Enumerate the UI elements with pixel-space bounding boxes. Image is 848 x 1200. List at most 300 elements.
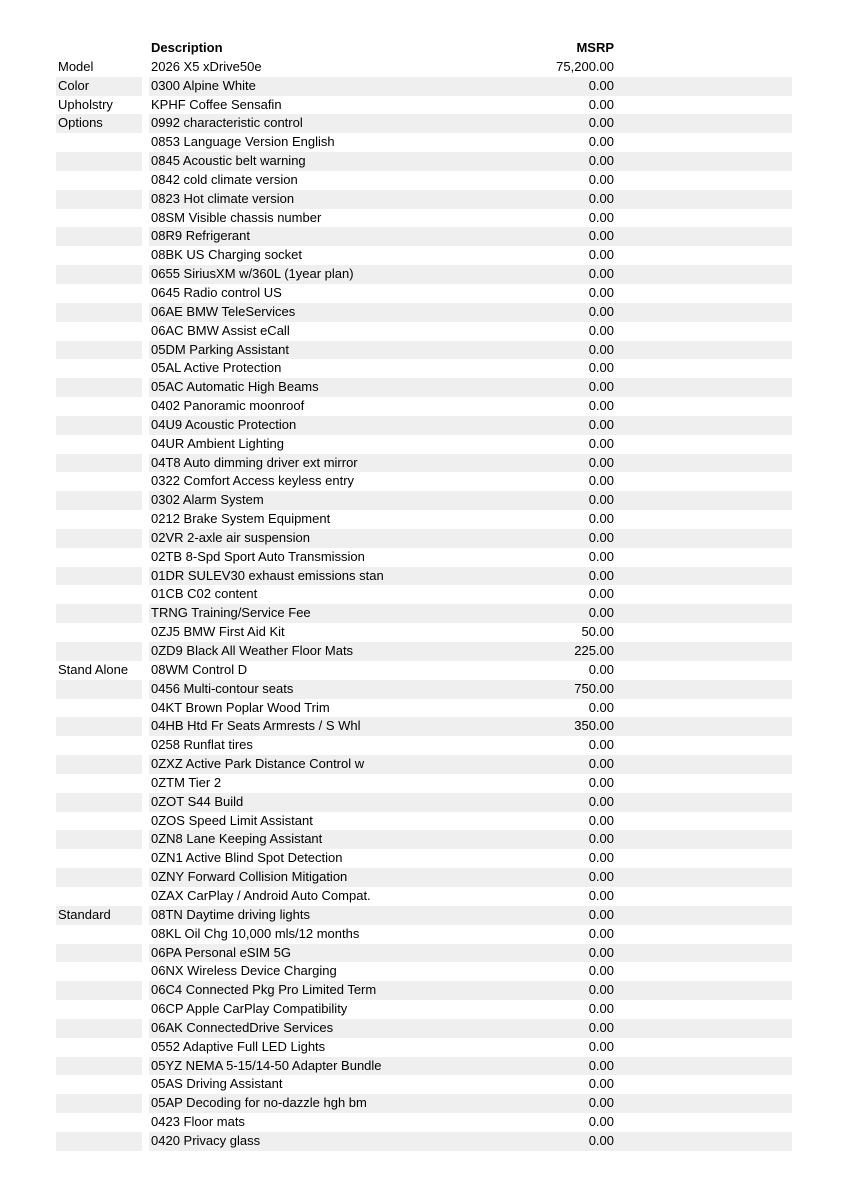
- row-category: [56, 944, 142, 963]
- row-main-cell: [149, 1019, 792, 1038]
- row-category: [56, 246, 142, 265]
- row-msrp: 0.00: [588, 398, 614, 414]
- table-row: [56, 246, 848, 265]
- row-trailing-space: [614, 604, 792, 623]
- row-trailing-space: [614, 548, 792, 567]
- table-row: [56, 1057, 848, 1076]
- row-category: [56, 736, 142, 755]
- row-trailing-space: [614, 435, 792, 454]
- row-main-cell: [149, 699, 792, 718]
- row-category: [56, 868, 142, 887]
- table-row: [56, 510, 848, 529]
- row-category: Model: [58, 58, 94, 74]
- column-gap: [142, 623, 149, 642]
- row-main-cell: [149, 303, 792, 322]
- row-main-cell: [149, 397, 792, 416]
- column-gap: [142, 1057, 149, 1076]
- row-category: [56, 699, 142, 718]
- row-msrp: 0.00: [588, 1114, 614, 1130]
- row-description: 08KL Oil Chg 10,000 mls/12 months: [151, 925, 360, 941]
- table-row: [56, 774, 848, 793]
- row-trailing-space: [614, 341, 792, 360]
- row-msrp: 0.00: [588, 209, 614, 225]
- row-category: [56, 1038, 142, 1057]
- row-trailing-space: [614, 284, 792, 303]
- row-msrp: 0.00: [588, 190, 614, 206]
- column-gap: [142, 114, 149, 133]
- table-row: [56, 77, 848, 96]
- row-description: 01CB C02 content: [151, 586, 258, 602]
- row-trailing-space: [614, 868, 792, 887]
- row-category: [56, 925, 142, 944]
- row-trailing-space: [614, 209, 792, 228]
- row-main-cell: [149, 849, 792, 868]
- row-category: [56, 1057, 142, 1076]
- table-row: [56, 322, 848, 341]
- column-gap: [142, 58, 149, 77]
- row-msrp: 225.00: [574, 643, 614, 658]
- row-msrp: 0.00: [588, 153, 614, 169]
- column-gap: [142, 906, 149, 925]
- table-row: [56, 548, 848, 567]
- row-description: 0842 cold climate version: [151, 171, 298, 187]
- table-row: [56, 416, 848, 435]
- row-description: 06AK ConnectedDrive Services: [151, 1019, 334, 1035]
- row-trailing-space: [614, 190, 792, 209]
- column-gap: [142, 548, 149, 567]
- row-trailing-space: [614, 661, 792, 680]
- table-row: [56, 491, 848, 510]
- row-trailing-space: [614, 567, 792, 586]
- row-msrp: 750.00: [574, 680, 614, 696]
- table-row: [56, 736, 848, 755]
- row-main-cell: [149, 1038, 792, 1057]
- row-description: 0853 Language Version English: [151, 134, 335, 150]
- row-main-cell: [149, 171, 792, 190]
- row-trailing-space: [614, 265, 792, 284]
- row-trailing-space: [614, 133, 792, 152]
- row-main-cell: [149, 1000, 792, 1019]
- column-gap: [142, 868, 149, 887]
- row-description: 0423 Floor mats: [151, 1114, 245, 1130]
- row-main-cell: [149, 114, 792, 133]
- row-category: [56, 435, 142, 454]
- row-category: [56, 680, 142, 699]
- row-main-cell: [149, 190, 792, 209]
- row-trailing-space: [614, 812, 792, 831]
- table-row: [56, 152, 848, 171]
- row-msrp: 0.00: [588, 1019, 614, 1035]
- row-trailing-space: [614, 96, 792, 115]
- column-gap: [142, 416, 149, 435]
- row-msrp: 0.00: [588, 661, 614, 677]
- row-msrp: 0.00: [588, 416, 614, 432]
- row-trailing-space: [614, 1038, 792, 1057]
- row-trailing-space: [614, 529, 792, 548]
- row-msrp: 0.00: [588, 869, 614, 885]
- row-trailing-space: [614, 378, 792, 397]
- row-msrp: 0.00: [588, 115, 614, 131]
- column-gap: [142, 1132, 149, 1151]
- row-msrp: 0.00: [588, 887, 614, 903]
- row-category: [56, 491, 142, 510]
- row-category: [56, 133, 142, 152]
- table-row: [56, 585, 848, 604]
- column-gap: [142, 472, 149, 491]
- row-main-cell: [149, 152, 792, 171]
- table-row: [56, 1038, 848, 1057]
- row-category: [56, 454, 142, 473]
- column-gap: [142, 887, 149, 906]
- column-gap: [142, 359, 149, 378]
- row-msrp: 0.00: [588, 96, 614, 112]
- row-trailing-space: [614, 642, 792, 661]
- row-description: TRNG Training/Service Fee: [151, 605, 311, 621]
- row-main-cell: [149, 925, 792, 944]
- row-description: 0402 Panoramic moonroof: [151, 398, 305, 414]
- column-gap: [142, 284, 149, 303]
- column-gap: [142, 830, 149, 849]
- column-gap: [142, 1000, 149, 1019]
- row-msrp: 0.00: [588, 1132, 614, 1148]
- row-msrp: 0.00: [588, 341, 614, 357]
- row-main-cell: [149, 962, 792, 981]
- row-category: [56, 322, 142, 341]
- row-msrp: 0.00: [588, 303, 614, 319]
- row-description: 2026 X5 xDrive50e: [151, 58, 262, 74]
- table-row: [56, 209, 848, 228]
- table-row: [56, 472, 848, 491]
- row-main-cell: [149, 906, 792, 925]
- row-category: [56, 793, 142, 812]
- row-main-cell: [149, 604, 792, 623]
- table-row: [56, 435, 848, 454]
- row-msrp: 0.00: [588, 1038, 614, 1054]
- row-description: 0ZOT S44 Build: [151, 793, 244, 809]
- row-trailing-space: [614, 77, 792, 96]
- column-gap: [142, 585, 149, 604]
- row-trailing-space: [614, 510, 792, 529]
- row-description: 06AE BMW TeleServices: [151, 303, 296, 319]
- row-description: 02VR 2-axle air suspension: [151, 529, 310, 545]
- row-main-cell: [149, 548, 792, 567]
- row-description: KPHF Coffee Sensafin: [151, 96, 282, 112]
- row-main-cell: [149, 868, 792, 887]
- row-description: 0212 Brake System Equipment: [151, 511, 331, 527]
- row-category: [56, 529, 142, 548]
- row-msrp: 0.00: [588, 963, 614, 979]
- table-row: [56, 944, 848, 963]
- row-description: 0300 Alpine White: [151, 77, 256, 93]
- table-body: [56, 58, 848, 1151]
- row-trailing-space: [614, 906, 792, 925]
- row-category: [56, 1094, 142, 1113]
- row-trailing-space: [614, 755, 792, 774]
- row-msrp: 0.00: [588, 812, 614, 828]
- row-main-cell: [149, 491, 792, 510]
- row-main-cell: [149, 1113, 792, 1132]
- row-msrp: 0.00: [588, 567, 614, 583]
- row-trailing-space: [614, 944, 792, 963]
- row-description: 0655 SiriusXM w/360L (1year plan): [151, 266, 354, 282]
- row-main-cell: [149, 567, 792, 586]
- row-msrp: 0.00: [588, 360, 614, 376]
- row-category: Stand Alone: [58, 661, 129, 677]
- row-trailing-space: [614, 830, 792, 849]
- row-description: 0420 Privacy glass: [151, 1132, 261, 1148]
- row-description: 0ZNY Forward Collision Mitigation: [151, 869, 348, 885]
- row-trailing-space: [614, 1094, 792, 1113]
- row-msrp: 0.00: [588, 284, 614, 300]
- row-main-cell: [149, 1094, 792, 1113]
- table-row: [56, 171, 848, 190]
- row-category: [56, 341, 142, 360]
- row-main-cell: [149, 416, 792, 435]
- row-category: [56, 887, 142, 906]
- table-row: [56, 58, 848, 77]
- row-msrp: 0.00: [588, 1095, 614, 1111]
- table-row: [56, 1075, 848, 1094]
- row-category: [56, 548, 142, 567]
- row-description: 05AP Decoding for no-dazzle hgh bm: [151, 1095, 367, 1111]
- row-description: 0ZN8 Lane Keeping Assistant: [151, 831, 323, 847]
- row-main-cell: [149, 284, 792, 303]
- row-category: [56, 416, 142, 435]
- table-row: [56, 887, 848, 906]
- row-main-cell: [149, 1075, 792, 1094]
- table-row: [56, 849, 848, 868]
- row-main-cell: [149, 774, 792, 793]
- row-category: [56, 962, 142, 981]
- row-msrp: 0.00: [588, 756, 614, 772]
- row-description: 02TB 8-Spd Sport Auto Transmission: [151, 548, 365, 564]
- column-gap: [142, 755, 149, 774]
- row-main-cell: [149, 661, 792, 680]
- column-gap: [142, 303, 149, 322]
- column-gap: [142, 397, 149, 416]
- row-msrp: 0.00: [588, 492, 614, 508]
- column-gap: [142, 849, 149, 868]
- row-msrp: 0.00: [588, 379, 614, 395]
- row-msrp: 0.00: [588, 793, 614, 809]
- row-main-cell: [149, 642, 792, 661]
- row-main-cell: [149, 680, 792, 699]
- table-row: [56, 699, 848, 718]
- row-trailing-space: [614, 793, 792, 812]
- table-row: [56, 359, 848, 378]
- row-description: 08BK US Charging socket: [151, 247, 303, 263]
- column-gap: [142, 1094, 149, 1113]
- column-gap: [142, 152, 149, 171]
- row-msrp: 0.00: [588, 247, 614, 263]
- row-msrp: 0.00: [588, 699, 614, 715]
- column-gap: [142, 171, 149, 190]
- row-msrp: 0.00: [588, 529, 614, 545]
- row-main-cell: [149, 736, 792, 755]
- row-main-cell: [149, 359, 792, 378]
- row-trailing-space: [614, 246, 792, 265]
- table-header-row: [56, 39, 848, 58]
- row-trailing-space: [614, 171, 792, 190]
- row-main-cell: [149, 133, 792, 152]
- row-trailing-space: [614, 981, 792, 1000]
- row-msrp: 0.00: [588, 454, 614, 470]
- row-main-cell: [149, 812, 792, 831]
- row-description: 06C4 Connected Pkg Pro Limited Term: [151, 982, 377, 998]
- column-gap: [142, 378, 149, 397]
- row-description: 0ZAX CarPlay / Android Auto Compat.: [151, 887, 371, 903]
- row-msrp: 0.00: [588, 1076, 614, 1092]
- table-row: [56, 755, 848, 774]
- column-gap: [142, 962, 149, 981]
- row-trailing-space: [614, 58, 792, 77]
- row-category: [56, 830, 142, 849]
- row-main-cell: [149, 585, 792, 604]
- column-gap: [142, 736, 149, 755]
- row-description: 0552 Adaptive Full LED Lights: [151, 1038, 326, 1054]
- column-gap: [142, 642, 149, 661]
- row-category: [56, 171, 142, 190]
- row-trailing-space: [614, 717, 792, 736]
- row-trailing-space: [614, 1000, 792, 1019]
- row-msrp: 0.00: [588, 850, 614, 866]
- row-trailing-space: [614, 925, 792, 944]
- table-row: [56, 265, 848, 284]
- table-row: [56, 341, 848, 360]
- row-msrp: 0.00: [588, 171, 614, 187]
- column-gap: [142, 981, 149, 1000]
- row-msrp: 50.00: [581, 624, 614, 640]
- column-gap: [142, 793, 149, 812]
- row-msrp: 0.00: [588, 1057, 614, 1073]
- column-gap: [142, 77, 149, 96]
- row-description: 08R9 Refrigerant: [151, 228, 250, 244]
- column-gap: [142, 1075, 149, 1094]
- row-description: 0ZD9 Black All Weather Floor Mats: [151, 643, 354, 658]
- row-msrp: 0.00: [588, 473, 614, 489]
- row-description: 05YZ NEMA 5-15/14-50 Adapter Bundle: [151, 1057, 382, 1073]
- row-main-cell: [149, 623, 792, 642]
- row-category: [56, 1075, 142, 1094]
- row-main-cell: [149, 341, 792, 360]
- table-row: [56, 1132, 848, 1151]
- row-trailing-space: [614, 491, 792, 510]
- row-trailing-space: [614, 303, 792, 322]
- row-trailing-space: [614, 472, 792, 491]
- row-category: [56, 152, 142, 171]
- table-row: [56, 227, 848, 246]
- row-description: 0845 Acoustic belt warning: [151, 153, 306, 169]
- column-gap: [142, 529, 149, 548]
- row-description: 0ZTM Tier 2: [151, 774, 222, 790]
- row-category: [56, 981, 142, 1000]
- column-gap: [142, 341, 149, 360]
- row-trailing-space: [614, 680, 792, 699]
- table-row: [56, 1019, 848, 1038]
- row-main-cell: [149, 265, 792, 284]
- row-msrp: 0.00: [588, 737, 614, 753]
- row-trailing-space: [614, 1113, 792, 1132]
- row-trailing-space: [614, 1075, 792, 1094]
- row-trailing-space: [614, 1019, 792, 1038]
- row-description: 08TN Daytime driving lights: [151, 906, 310, 922]
- row-category: [56, 604, 142, 623]
- row-description: 0ZXZ Active Park Distance Control w: [151, 756, 365, 772]
- column-gap: [142, 925, 149, 944]
- column-gap: [142, 510, 149, 529]
- row-description: 0992 characteristic control: [151, 115, 303, 131]
- row-category: [56, 812, 142, 831]
- row-description: 05AS Driving Assistant: [151, 1076, 283, 1092]
- row-main-cell: [149, 227, 792, 246]
- column-gap: [142, 774, 149, 793]
- row-main-cell: [149, 435, 792, 454]
- column-gap: [142, 1019, 149, 1038]
- row-description: 06PA Personal eSIM 5G: [151, 944, 291, 960]
- row-msrp: 75,200.00: [556, 58, 614, 74]
- row-description: 04U9 Acoustic Protection: [151, 416, 297, 432]
- row-main-cell: [149, 755, 792, 774]
- row-trailing-space: [614, 887, 792, 906]
- column-gap: [142, 96, 149, 115]
- row-msrp: 0.00: [588, 944, 614, 960]
- column-gap: [142, 246, 149, 265]
- row-msrp: 0.00: [588, 77, 614, 93]
- row-trailing-space: [614, 152, 792, 171]
- row-category: [56, 397, 142, 416]
- table-row: [56, 981, 848, 1000]
- row-description: 0456 Multi-contour seats: [151, 680, 294, 696]
- table-row: [56, 96, 848, 115]
- row-category: [56, 623, 142, 642]
- row-description: 06NX Wireless Device Charging: [151, 963, 337, 979]
- column-gap: [142, 190, 149, 209]
- table-row: [56, 529, 848, 548]
- row-category: Upholstry: [58, 96, 113, 112]
- row-category: [56, 585, 142, 604]
- row-msrp: 0.00: [588, 1001, 614, 1017]
- row-category: [56, 510, 142, 529]
- header-category-cell: [56, 39, 142, 58]
- row-msrp: 0.00: [588, 228, 614, 244]
- row-msrp: 0.00: [588, 511, 614, 527]
- table-row: [56, 623, 848, 642]
- row-description: 0ZJ5 BMW First Aid Kit: [151, 624, 285, 640]
- column-gap: [142, 454, 149, 473]
- row-msrp: 0.00: [588, 906, 614, 922]
- row-main-cell: [149, 322, 792, 341]
- row-msrp: 0.00: [588, 605, 614, 621]
- row-description: 01DR SULEV30 exhaust emissions stan: [151, 567, 384, 583]
- row-main-cell: [149, 209, 792, 228]
- row-main-cell: [149, 58, 792, 77]
- row-trailing-space: [614, 962, 792, 981]
- table-row: [56, 1000, 848, 1019]
- column-gap: [142, 699, 149, 718]
- header-description: Description: [151, 40, 223, 55]
- row-description: 04T8 Auto dimming driver ext mirror: [151, 454, 358, 470]
- row-description: 08SM Visible chassis number: [151, 209, 322, 225]
- row-main-cell: [149, 96, 792, 115]
- column-gap: [142, 717, 149, 736]
- row-trailing-space: [614, 849, 792, 868]
- row-msrp: 0.00: [588, 266, 614, 282]
- row-category: [56, 378, 142, 397]
- column-gap: [142, 567, 149, 586]
- column-gap: [142, 680, 149, 699]
- column-gap: [142, 661, 149, 680]
- row-msrp: 0.00: [588, 774, 614, 790]
